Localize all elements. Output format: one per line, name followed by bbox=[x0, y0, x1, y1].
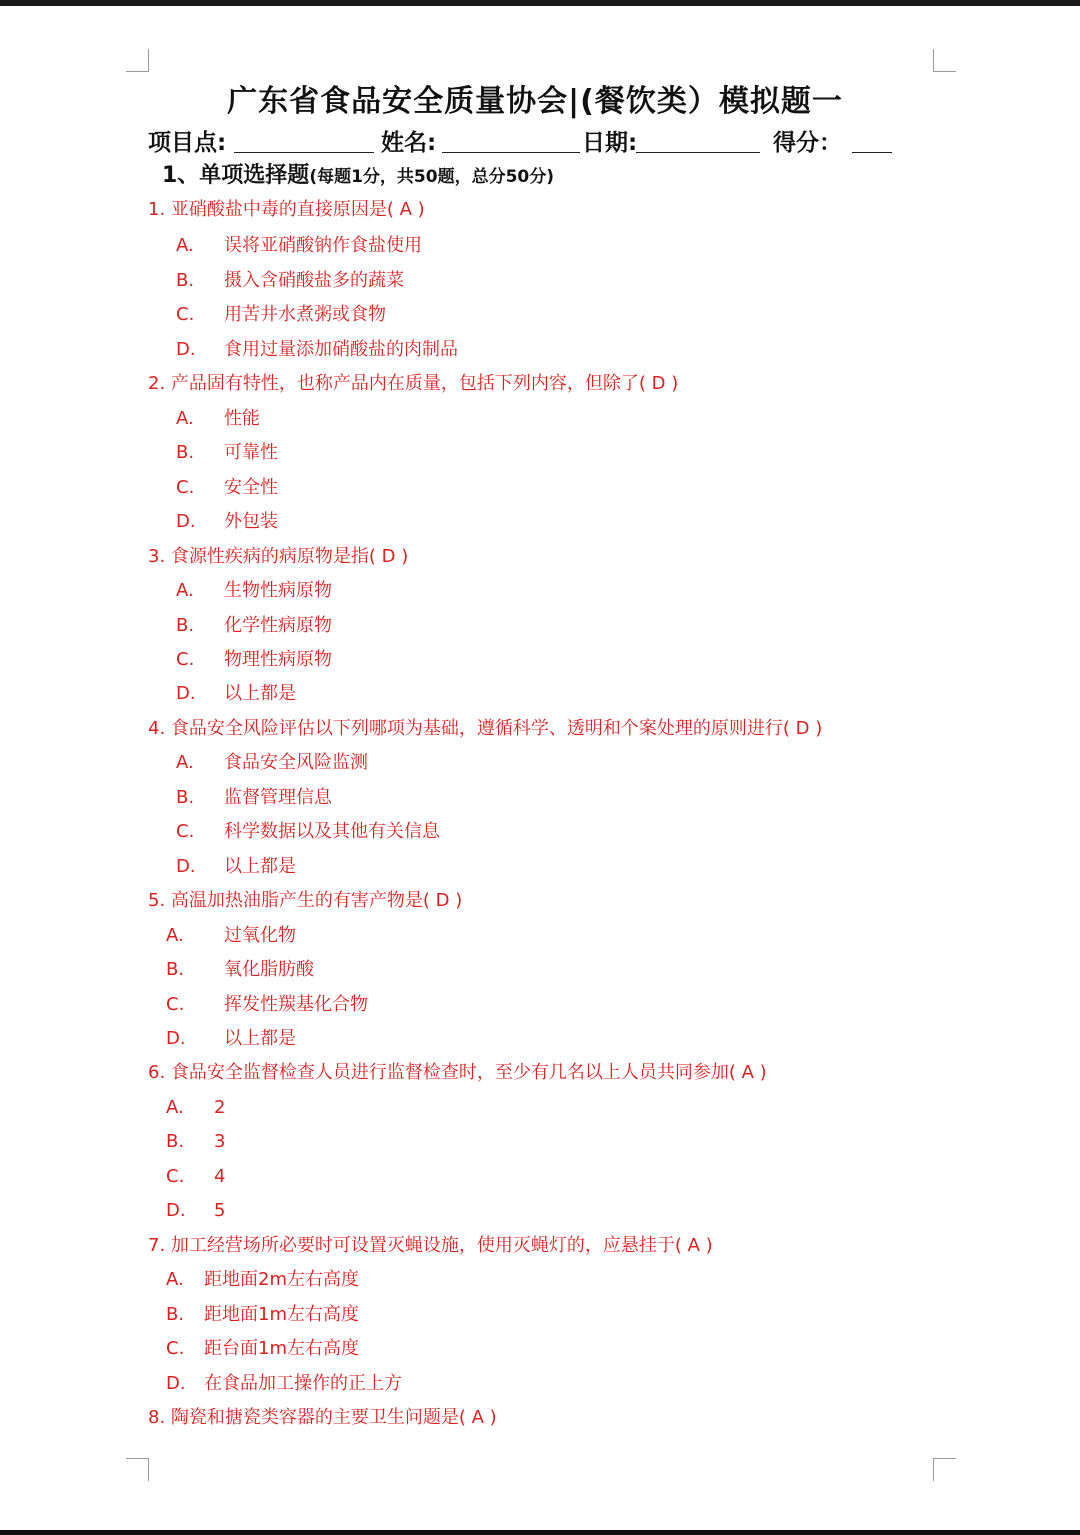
q3-option-d-letter: D. bbox=[176, 683, 196, 704]
q1-option-c-text: 用苦井水煮粥或食物 bbox=[224, 304, 386, 325]
q4-option-a-text: 食品安全风险监测 bbox=[224, 752, 368, 773]
question-6: 6. 食品安全监督检查人员进行监督检查时，至少有几名以上人员共同参加( A ) bbox=[148, 1062, 767, 1083]
page-corner-mark-bottom-left bbox=[126, 1458, 149, 1481]
section-title: 1、单项选择题 bbox=[162, 163, 310, 188]
q2-option-c-text: 安全性 bbox=[224, 477, 278, 498]
q1-option-b-text: 摄入含硝酸盐多的蔬菜 bbox=[224, 270, 404, 291]
section-heading bbox=[162, 158, 554, 189]
q5-option-b-letter: B. bbox=[166, 959, 185, 980]
q7-option-d-text: 在食品加工操作的正上方 bbox=[204, 1373, 402, 1394]
q6-option-d-text: 5 bbox=[214, 1200, 226, 1221]
q3-option-a-letter: A. bbox=[176, 580, 194, 601]
q1-option-d-letter: D. bbox=[176, 339, 196, 360]
q5-option-c-letter: C. bbox=[166, 994, 185, 1015]
q5-option-d-letter: D. bbox=[166, 1028, 186, 1049]
question-2: 2. 产品固有特性，也称产品内在质量，包括下列内容，但除了( D ) bbox=[148, 373, 679, 394]
q4-option-c-text: 科学数据以及其他有关信息 bbox=[224, 821, 440, 842]
question-3: 3. 食源性疾病的病原物是指( D ) bbox=[148, 546, 409, 567]
q6-option-c-text: 4 bbox=[214, 1166, 226, 1187]
page-corner-mark-top-left bbox=[126, 49, 149, 72]
q4-option-d-text: 以上都是 bbox=[224, 856, 296, 877]
q7-option-a-letter: A. bbox=[166, 1269, 184, 1290]
page-corner-mark-bottom-right bbox=[933, 1458, 956, 1481]
q1-option-c-letter: C. bbox=[176, 304, 195, 325]
q4-option-d-letter: D. bbox=[176, 856, 196, 877]
q6-option-d-letter: D. bbox=[166, 1200, 186, 1221]
date-blank[interactable] bbox=[636, 152, 760, 153]
q3-option-a-text: 生物性病原物 bbox=[224, 580, 332, 601]
header-fields bbox=[0, 124, 1080, 160]
q4-option-c-letter: C. bbox=[176, 821, 195, 842]
q6-option-b-text: 3 bbox=[214, 1131, 226, 1152]
score-label: 得分： bbox=[773, 130, 842, 156]
q7-option-b-letter: B. bbox=[166, 1304, 185, 1325]
q3-option-d-text: 以上都是 bbox=[224, 683, 296, 704]
q5-option-c-text: 挥发性羰基化合物 bbox=[224, 994, 368, 1015]
q6-option-a-text: 2 bbox=[214, 1097, 226, 1118]
q7-option-c-text: 距台面1m左右高度 bbox=[204, 1338, 359, 1359]
document-title: 广东省食品安全质量协会|(餐饮类）模拟题一 bbox=[227, 84, 843, 119]
question-8: 8. 陶瓷和搪瓷类容器的主要卫生问题是( A ) bbox=[148, 1407, 497, 1428]
q7-option-b-text: 距地面1m左右高度 bbox=[204, 1304, 359, 1325]
q1-option-a-letter: A. bbox=[176, 235, 194, 256]
question-4: 4. 食品安全风险评估以下列哪项为基础，遵循科学、透明和个案处理的原则进行( D ) bbox=[148, 718, 823, 739]
q2-option-d-letter: D. bbox=[176, 511, 196, 532]
q5-option-d-text: 以上都是 bbox=[224, 1028, 296, 1049]
q3-option-b-text: 化学性病原物 bbox=[224, 615, 332, 636]
q4-option-b-text: 监督管理信息 bbox=[224, 787, 332, 808]
bottom-edge-bar bbox=[0, 1530, 1080, 1535]
q6-option-b-letter: B. bbox=[166, 1131, 185, 1152]
question-7: 7. 加工经营场所必要时可设置灭蝇设施，使用灭蝇灯的，应悬挂于( A ) bbox=[148, 1235, 713, 1256]
q2-option-b-letter: B. bbox=[176, 442, 195, 463]
name-blank[interactable] bbox=[442, 152, 580, 153]
q7-option-c-letter: C. bbox=[166, 1338, 185, 1359]
project-blank[interactable] bbox=[234, 152, 374, 153]
q1-option-a-text: 误将亚硝酸钠作食盐使用 bbox=[224, 235, 422, 256]
q7-option-d-letter: D. bbox=[166, 1373, 186, 1394]
page-corner-mark-top-right bbox=[933, 49, 956, 72]
q6-option-a-letter: A. bbox=[166, 1097, 184, 1118]
q7-option-a-text: 距地面2m左右高度 bbox=[204, 1269, 359, 1290]
q1-option-d-text: 食用过量添加硝酸盐的肉制品 bbox=[224, 339, 458, 360]
q4-option-a-letter: A. bbox=[176, 752, 194, 773]
section-note: (每题1分，共50题，总分50分) bbox=[309, 167, 554, 187]
q4-option-b-letter: B. bbox=[176, 787, 195, 808]
name-label: 姓名: bbox=[381, 130, 437, 156]
q3-option-c-letter: C. bbox=[176, 649, 195, 670]
question-5: 5. 高温加热油脂产生的有害产物是( D ) bbox=[148, 890, 463, 911]
q2-option-a-letter: A. bbox=[176, 408, 194, 429]
q5-option-b-text: 氧化脂肪酸 bbox=[224, 959, 314, 980]
q1-option-b-letter: B. bbox=[176, 270, 195, 291]
q2-option-a-text: 性能 bbox=[224, 408, 260, 429]
project-label: 项目点: bbox=[148, 130, 227, 156]
q2-option-d-text: 外包装 bbox=[224, 511, 278, 532]
q3-option-b-letter: B. bbox=[176, 615, 195, 636]
q6-option-c-letter: C. bbox=[166, 1166, 185, 1187]
q5-option-a-text: 过氧化物 bbox=[224, 925, 296, 946]
top-edge-bar bbox=[0, 0, 1080, 6]
q2-option-b-text: 可靠性 bbox=[224, 442, 278, 463]
date-label: 日期: bbox=[582, 130, 638, 156]
q5-option-a-letter: A. bbox=[166, 925, 184, 946]
q3-option-c-text: 物理性病原物 bbox=[224, 649, 332, 670]
q2-option-c-letter: C. bbox=[176, 477, 195, 498]
question-1: 1. 亚硝酸盐中毒的直接原因是( A ) bbox=[148, 199, 425, 220]
score-blank[interactable] bbox=[852, 152, 892, 153]
